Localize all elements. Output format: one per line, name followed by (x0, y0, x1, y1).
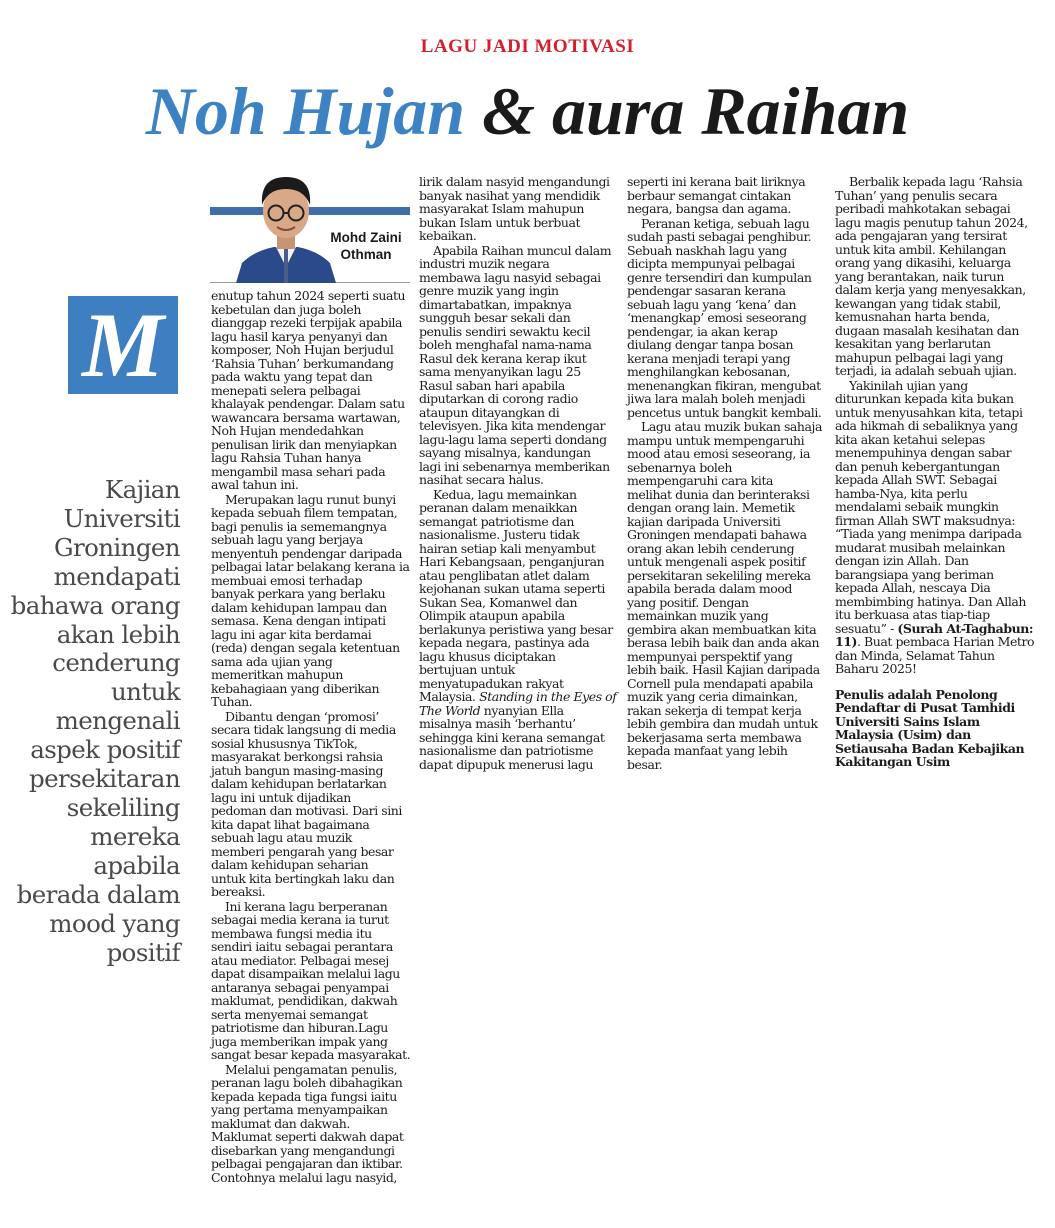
author-bio: Penulis adalah Penolong Pendaftar di Pusat Tamhidi Universiti Sains Islam Malaysia (Usim) dan Setiausaha Badan Kebajikan Kakitangan Usim (835, 686, 1025, 769)
verse-reference: (Surah At-Taghabun: 11) (835, 620, 1034, 649)
headline-part-1: Noh Hujan (145, 73, 466, 149)
paragraph (835, 379, 1040, 676)
author-box (210, 167, 410, 283)
article-column-4 (835, 175, 1040, 769)
paragraph-text: nyanyian Ella misalnya masih ‘berhantu’ sehingga kini kerana semangat nasionalisme dan patriotisme dapat dipupuk menerusi lagu (419, 702, 605, 772)
paragraph: Melalui pengamatan penulis, peranan lagu boleh dibahagikan kepada kepada tiga fungsi iaitu yang pertama menyampaikan maklumat dan dakwah. Maklumat seperti dakwah dapat disebarkan yang mengandungi pelbagai pengajaran dan iktibar. Contohnya melalui lagu nasyid, (211, 1061, 404, 1185)
paragraph-text: . Buat pembaca Harian Metro dan Minda, Selamat Tahun Baharu 2025! (835, 634, 1035, 676)
paragraph: Berbalik kepada lagu ‘Rahsia Tuhan’ yang penulis secara peribadi mahkotakan sebagai lagu magis penutup tahun 2024, ada pengajaran yang tersirat untuk kita ambil. Kehilangan orang yang dikasihi, keluarga yang berantakan, naik turun dalam kerja yang menyesakkan, kewangan yang tidak stabil, kemusnahan harta benda, dugaan masalah kesihatan dan kesakitan yang berlarutan mahupun pelbagai lagi yang terjadi, ia adalah sebuah ujian. (835, 174, 1028, 378)
paragraph: Merupakan lagu runut bunyi kepada sebuah filem tempatan, bagi penulis ia sememangnya sebuah lagu yang berjaya menyentuh pendengar daripada pelbagai latar belakang kerana ia membuai emosi terhadap banyak perkara yang berlaku dalam kehidupan lampau dan semasa. Kena dengan intipati lagu ini agar kita berdamai (reda) dengan segala ketentuan sama ada ujian yang memeritkan mahupun kebahagiaan yang diberikan Tuhan. (211, 491, 410, 709)
author-name: Mohd Zaini Othman (330, 230, 402, 262)
paragraph: Peranan ketiga, sebuah lagu sudah pasti sebagai penghibur. Sebuah naskhah lagu yang dicipta mempunyai pelbagai genre tersendiri dan kumpulan pendengar sasaran kerana sebuah lagu yang ‘kena’ dan ‘menangkap’ emosi seseorang pendengar, ia akan kerap diulang dengar tanpa bosan kerana menjadi terapi yang menghilangkan kebosanan, menenangkan fikiran, mengubat jiwa lara malah boleh menjadi pencetus untuk bangkit kembali. (627, 215, 822, 420)
pull-quote: Kajian Universiti Groningen mendapati bahawa orang akan lebih cenderung untuk mengenali aspek positif persekitaran sekeliling mereka apabila berada dalam mood yang positif (10, 475, 180, 967)
paragraph: Ini kerana lagu berperanan sebagai media kerana ia turut membawa fungsi media itu sendiri iaitu sebagai perantara atau mediator. Pelbagai mesej dapat disampaikan melalui lagu antaranya sebagai penyampai maklumat, pendidikan, dakwah serta menyemai semangat patriotisme dan hiburan.Lagu juga memberikan impak yang sangat besar kepada masyarakat. (211, 898, 411, 1062)
paragraph: enutup tahun 2024 seperti suatu kebetulan dan juga boleh dianggap rezeki terpijak apabila lagu hasil karya penyanyi dan komposer, Noh Hujan berjudul ‘Rahsia Tuhan’ berkumandang pada waktu yang tepat dan menepati selera pelbagai khalayak pendengar. Dalam satu wawancara bersama wartawan, Noh Hujan mendedahkan penulisan lirik dan menyiapkan lagu Rahsia Tuhan hanya mengambil masa sehari pada awal tahun ini. (211, 288, 406, 492)
kicker: LAGU JADI MOTIVASI (420, 36, 635, 57)
paragraph: Apabila Raihan muncul dalam industri muzik negara membawa lagu nasyid sebagai genre muzik yang ingin dimartabatkan, impaknya sungguh besar sekali dan penulis sendiri sewaktu kecil boleh menghafal nama-nama Rasul dek kerana kerap ikut sama menyanyikan lagu 25 Rasul saban hari apabila diputarkan di corong radio ataupun ditayangkan di televisyen. Jika kita mendengar lagu-lagu lama seperti dondang sayang misalnya, kandungan lagi ini sebenarnya memberikan nasihat secara halus. (419, 242, 612, 487)
paragraph: seperti ini kerana bait liriknya berbaur semangat cintakan negara, bangsa dan agama. (627, 174, 806, 216)
paragraph: lirik dalam nasyid mengandungi banyak nasihat yang mendidik masyarakat Islam mahupun bukan Islam untuk berbuat kebaikan. (419, 174, 610, 243)
article-column-3 (627, 175, 827, 772)
song-title: Standing in the Eyes of The World (419, 689, 617, 718)
paragraph: Lagu atau muzik bukan sahaja mampu untuk mempengaruhi mood atau emosi seseorang, ia sebenarnya boleh mempengaruhi cara kita melihat dunia dan berinteraksi dengan orang lain. Memetik kajian daripada Universiti Groningen mendapati bahawa orang akan lebih cenderung untuk mengenali aspek positif persekitaran sekeliling mereka apabila berada dalam mood yang positif. Dengan memainkan muzik yang gembira akan membuatkan kita berasa lebih baik dan anda akan mempunyai perspektif yang lebih baik. Hasil Kajian daripada Cornell pula mendapati apabila muzik yang ceria dimainkan, rakan sekerja di tempat kerja lebih gembira dan mudah untuk bekerjasama serta membawa kepada manfaat yang lebih besar. (627, 419, 822, 772)
article-column-1 (211, 289, 411, 1185)
paragraph-text: Yakinilah ujian yang diturunkan kepada kita bukan untuk menyusahkan kita, tetapi ada hikmah di sebaliknya yang kita akan ketahui selepas menempuhinya dengan sabar dan penuh kebergantungan kepada Allah SWT. Sebagai hamba-Nya, kita perlu mendalami sebaik mungkin firman Allah SWT maksudnya: “Tiada yang menimpa daripada mudarat musibah melainkan dengan izin Allah. Dan barangsiapa yang beriman kepada Allah, nescaya Dia membimbing hatinya. Dan Allah itu berkuasa atas tiap-tiap sesuatu” - (835, 377, 1026, 636)
author-photo (232, 167, 340, 283)
paragraph (419, 488, 619, 772)
drop-cap: M (68, 296, 178, 394)
headline-part-2: & aura Raihan (482, 73, 910, 149)
paragraph-text: Kedua, lagu memainkan peranan dalam menaikkan semangat patriotisme dan nasionalisme. Justeru tidak hairan setiap kali menyambut Hari Kebangsaan, penganjuran atau penglibatan atlet dalam kejohanan sukan utama seperti Sukan Sea, Komanwel dan Olimpik ataupun apabila berlakunya peristiwa yang besar kepada negara, pastinya ada lagu khusus diciptakan bertujuan untuk menyatupadukan rakyat Malaysia. (419, 486, 613, 704)
article-column-2 (419, 175, 619, 772)
author-photo-icon (232, 167, 340, 283)
headline (0, 70, 1055, 152)
paragraph: Dibantu dengan ‘promosi’ secara tidak langsung di media sosial khususnya TikTok, masyarakat berkongsi rahsia jatuh bangun masing-masing dalam kehidupan berlatarkan lagu ini untuk dijadikan pedoman dan motivasi. Dari sini kita dapat lihat bagaimana sebuah lagu atau muzik memberi pengarah yang besar dalam kehidupan seharian untuk kita bertingkah laku dan bereaksi. (211, 708, 402, 899)
